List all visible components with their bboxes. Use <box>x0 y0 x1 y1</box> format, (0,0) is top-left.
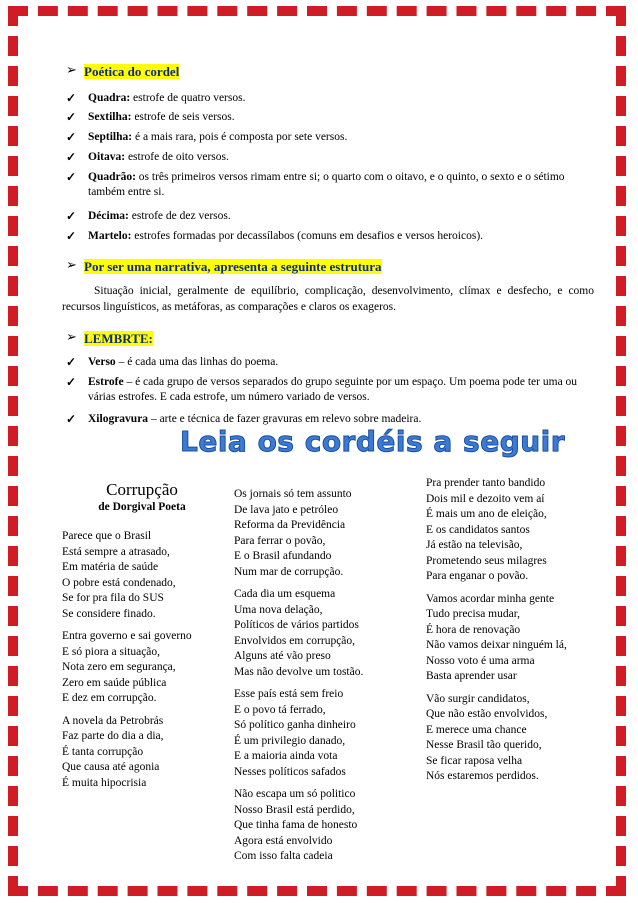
checkmark-icon: ✓ <box>66 375 77 389</box>
verse-line: Se for pra fila do SUS <box>62 592 164 604</box>
verse-line: É mais um ano de eleição, <box>426 508 547 520</box>
item-term: Verso <box>88 356 116 368</box>
verse-line: Não vamos deixar ninguém lá, <box>426 639 567 651</box>
item-term: Décima: <box>88 210 129 222</box>
verse-line: Só político ganha dinheiro <box>234 719 356 731</box>
item-description: estrofe de quatro versos. <box>130 92 246 104</box>
verse-line: Políticos de vários partidos <box>234 619 359 631</box>
item-description: – é cada grupo de versos separados do grupo seguinte por um espaço. Um poema pode ter uma ou várias estrofes. E cada estrofe, um número variado de versos. <box>88 376 578 403</box>
checkmark-icon: ✓ <box>66 229 77 243</box>
verse-line: Agora está envolvido <box>234 834 333 847</box>
item-description: estrofe de oito versos. <box>125 151 229 163</box>
item-term: Quadra: <box>88 92 131 104</box>
verse-line: Pra prender tanto bandido <box>426 477 546 489</box>
item-description: estrofes formadas por decassílabos (comuns em desafios e versos heroicos). <box>131 230 484 242</box>
lembrete-item <box>66 355 598 370</box>
checkmark-icon: ✓ <box>66 170 77 184</box>
verse-line: Que tinha fama de honesto <box>234 819 358 831</box>
stanza <box>234 787 404 865</box>
poetica-item <box>66 170 598 202</box>
poetica-item <box>66 150 598 165</box>
section-heading-narrativa: Por ser uma narrativa, apresenta a seguinte estrutura <box>84 259 382 274</box>
checkmark-icon: ✓ <box>66 209 77 223</box>
verse-line: E os candidatos santos <box>426 523 530 536</box>
verse-line: Envolvidos em corrupção, <box>234 634 356 647</box>
poetica-item <box>66 209 598 224</box>
item-term: Estrofe <box>88 376 124 388</box>
verse-line: Alguns até vão preso <box>234 650 331 662</box>
verse-line: Entra governo e sai governo <box>62 630 192 642</box>
checkmark-icon: ✓ <box>66 91 77 105</box>
verse-line: Reforma da Previdência <box>234 519 346 531</box>
stanza <box>234 487 404 580</box>
section-heading-poetica: Poética do cordel <box>84 64 180 79</box>
verse-line: Com isso falta cadeia <box>234 850 333 862</box>
item-description: – arte e técnica de fazer gravuras em relevo sobre madeira. <box>148 413 422 425</box>
verse-line: Zero em saúde pública <box>62 676 167 689</box>
verse-line: E só piora a situação, <box>62 645 161 658</box>
verse-line: De lava jato e petróleo <box>234 503 339 516</box>
verse-line: Basta aprender usar <box>426 670 517 682</box>
verse-line: Os jornais só tem assunto <box>234 488 352 500</box>
section-heading-lembrete: LEMBRTE: <box>84 331 153 346</box>
stanza <box>426 592 596 685</box>
stanza <box>426 692 596 785</box>
verse-line: É muita hipocrisia <box>62 776 147 789</box>
poetica-item <box>66 110 598 125</box>
verse-line: Tudo precisa mudar, <box>426 608 520 620</box>
verse-line: Se considere finado. <box>62 607 156 620</box>
checkmark-icon: ✓ <box>66 412 77 426</box>
item-term: Sextilha: <box>88 111 132 123</box>
verse-line: Que causa até agonia <box>62 761 160 773</box>
stanza <box>62 714 222 792</box>
verse-line: Nesse Brasil tão querido, <box>426 739 542 751</box>
item-term: Martelo: <box>88 230 132 242</box>
item-description: estrofe de seis versos. <box>131 111 235 123</box>
checkmark-icon: ✓ <box>66 130 77 144</box>
verse-line: Nós estaremos perdidos. <box>426 770 539 782</box>
verse-line: Faz parte do dia a dia, <box>62 730 164 742</box>
verse-line: Cada dia um esquema <box>234 588 336 600</box>
verse-line: Que não estão envolvidos, <box>426 708 548 720</box>
verse-line: E o povo tá ferrado, <box>234 703 326 716</box>
poetica-item <box>66 229 598 244</box>
verse-line: Esse país está sem freio <box>234 688 344 700</box>
poem-author: de Dorgival Poeta <box>98 500 186 513</box>
item-description: – é cada uma das linhas do poema. <box>115 356 279 368</box>
verse-line: É hora de renovação <box>426 623 521 636</box>
lembrete-item <box>66 375 598 407</box>
item-description: estrofe de dez versos. <box>128 210 231 222</box>
verse-line: Vão surgir candidatos, <box>426 692 530 705</box>
stanza <box>234 587 404 680</box>
item-description: os três primeiros versos rimam entre si; o quarto com o oitavo, e o quinto, o sexto e o sétimo também entre si. <box>88 171 565 198</box>
verse-line: Se ficar raposa velha <box>426 754 523 767</box>
verse-line: Nosso voto é uma arma <box>426 654 535 667</box>
stanza <box>62 629 222 707</box>
arrow-bullet-icon: ➢ <box>66 62 77 77</box>
verse-line: Uma nova delação, <box>234 603 323 616</box>
verse-line: Parece que o Brasil <box>62 530 152 542</box>
verse-line: Nosso Brasil está perdido, <box>234 803 355 816</box>
arrow-bullet-icon: ➢ <box>66 329 77 344</box>
verse-line: O pobre está condenado, <box>62 576 176 589</box>
verse-line: E o Brasil afundando <box>234 550 332 562</box>
poem-title: Corrupção <box>106 480 178 499</box>
verse-line: E merece uma chance <box>426 723 527 736</box>
verse-line: É um privilegio danado, <box>234 734 346 747</box>
poem-column-1 <box>62 482 222 798</box>
verse-line: Em matéria de saúde <box>62 561 159 573</box>
item-term: Quadrão: <box>88 171 136 183</box>
verse-line: Já estão na televisão, <box>426 539 523 551</box>
poetica-item <box>66 91 598 106</box>
verse-line: Para ferrar o povão, <box>234 534 326 547</box>
verse-line: A novela da Petrobrás <box>62 714 164 727</box>
narrativa-paragraph: Situação inicial, geralmente de equilíbrio, complicação, desenvolvimento, clímax e desfecho, e como recursos linguísticos, as metáforas, as comparações e claros os exageros. <box>62 285 594 313</box>
checkmark-icon: ✓ <box>66 355 77 369</box>
poetica-item <box>66 130 598 145</box>
checkmark-icon: ✓ <box>66 110 77 124</box>
verse-line: Nota zero em segurança, <box>62 661 176 673</box>
verse-line: Para enganar o povão. <box>426 570 529 582</box>
stanza <box>426 476 596 585</box>
leia-title: Leia os cordéis a seguir <box>180 425 566 458</box>
stanza <box>234 687 404 780</box>
verse-line: Está sempre a atrasado, <box>62 545 170 558</box>
stanza <box>62 529 222 622</box>
item-term: Xilogravura <box>88 413 149 425</box>
item-description: é a mais rara, pois é composta por sete versos. <box>132 131 348 143</box>
verse-line: Vamos acordar minha gente <box>426 592 555 605</box>
verse-line: Num mar de corrupção. <box>234 565 344 578</box>
poem-column-2 <box>234 487 404 872</box>
checkmark-icon: ✓ <box>66 150 77 164</box>
verse-line: Prometendo seus milagres <box>426 554 547 567</box>
verse-line: É tanta corrupção <box>62 745 144 758</box>
verse-line: Nesses políticos safados <box>234 765 346 778</box>
poem-column-3 <box>426 476 596 792</box>
verse-line: E a maioria ainda vota <box>234 750 338 762</box>
verse-line: E dez em corrupção. <box>62 692 157 704</box>
arrow-bullet-icon: ➢ <box>66 257 77 272</box>
item-term: Septilha: <box>88 131 133 143</box>
verse-line: Dois mil e dezoito vem aí <box>426 492 545 505</box>
item-term: Oitava: <box>88 151 126 163</box>
verse-line: Não escapa um só politico <box>234 788 356 800</box>
verse-line: Mas não devolve um tostão. <box>234 665 364 678</box>
